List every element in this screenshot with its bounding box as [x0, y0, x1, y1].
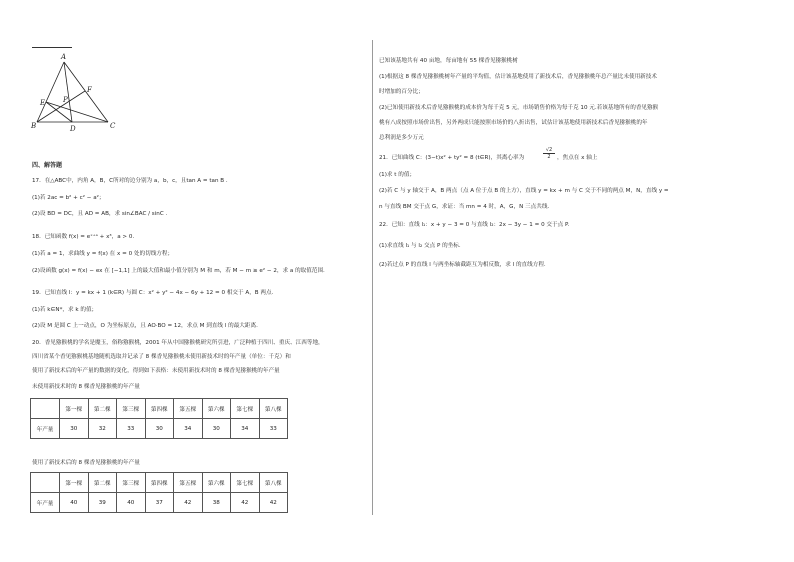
table-header-cell: 第二棵 [88, 473, 117, 493]
table-header-cell: 第二棵 [88, 399, 117, 419]
label-b: B [31, 122, 37, 130]
table-cell: 33 [117, 419, 146, 439]
q17-line-2: (1)若 2ac = b² + c² − a²； [32, 195, 105, 201]
q22-line-3: (2)若过点 P 的直线 l 与两坐标轴截距互为相反数，求 l 的直线方程. [379, 262, 546, 268]
table-row [31, 473, 288, 493]
table-row [31, 419, 288, 439]
q18-line-1: 18．已知函数 f(x) = eˣ⁺ᵃ + x³，a > 0. [32, 234, 135, 240]
q20-line-3: 使用了新技术后的年产量的数据的变化，得到如下表格：未使用新技术时的 8 棵香见猕猴桃的年产量 [32, 368, 280, 374]
q19-line-2: (1)若 k∈N*，求 k 的值； [32, 307, 98, 313]
table-cell: 30 [202, 419, 231, 439]
q20-line-2: 四川省某个香见猕猴桃基地随机选取并记录了 8 棵香见猕猴桃未使用新技术时的年产量（单位：千克）和 [32, 354, 291, 360]
q17-line-3: (2)设 BD = DC，且 AD = AB，求 sin∠BAC / sinC . [32, 211, 168, 217]
q21-line-4: n 与直线 BM 交于点 G，求证：当 mn = 4 时，A，G，N 三点共线. [379, 204, 550, 210]
table-cell: 34 [174, 419, 203, 439]
q21-line-1: 21．已知曲线 C：(3−t)x² + ty² = 8 (t∈R)，其离心率为 [379, 155, 525, 161]
q20-cont-line-2: (1)根据这 8 棵香见猕猴桃树年产量的平均值，估计该基地使用了新技术后，香见猕猴桃年总产量比未使用新技术 [379, 74, 657, 80]
q22-line-1: 22．已知：直线 l₁：x + y − 3 = 0 与直线 l₂：2x − 3y − 1 = 0 交于点 P. [379, 222, 570, 228]
label-p: P [63, 96, 68, 104]
fraction-numerator: √2 [543, 147, 555, 154]
label-c: C [110, 122, 116, 130]
segment-ce [46, 102, 108, 122]
table-header-cell: 第六棵 [202, 473, 231, 493]
table1-title: 未使用新技术时的 8 棵香见猕猴桃的年产量 [32, 384, 140, 390]
q20-cont-line-1: 已知该基地共有 40 亩地，每亩地有 55 棵香见猕猴桃树 [379, 58, 518, 64]
table-header-cell: 第一棵 [60, 473, 89, 493]
table-header-cell: 第三棵 [117, 399, 146, 419]
label-a: A [61, 53, 67, 61]
label-d: D [70, 125, 76, 133]
q18-line-2: (1)若 a = 1，求曲线 y = f(x) 在 x = 0 处的切线方程； [32, 251, 174, 257]
table-header-cell: 第四棵 [145, 399, 174, 419]
table-cell: 30 [145, 419, 174, 439]
row-label: 年产量 [31, 493, 60, 513]
q21-line-3: (2)若 C 与 y 轴交于 A，B 两点（点 A 位于点 B 的上方），直线 y = kx + m 与 C 交于不同的两点 M，N，直线 y = [379, 188, 669, 194]
table-header-cell: 第六棵 [202, 399, 231, 419]
table-header-cell: 第五棵 [174, 399, 203, 419]
table-cell: 39 [88, 493, 117, 513]
table-cell: 40 [60, 493, 89, 513]
table-cell: 32 [88, 419, 117, 439]
q22-line-2: (1)求直线 l₁ 与 l₂ 交点 P 的坐标. [379, 243, 461, 249]
table-header-cell: 第七棵 [231, 399, 260, 419]
table2-title: 使用了新技术后的 8 棵香见猕猴桃的年产量 [32, 460, 140, 466]
q20-cont-line-5: 桃有八成按照市场价出售，另外两成只能按照市场价的八折出售，试估计该基地使用新技术后香见猕猴桃的年 [379, 120, 648, 126]
table-cell: 40 [117, 493, 146, 513]
q20-line-1: 20．香见猕猴桃的学名是魔玉，俗称猕猴桃，2001 年从中国猕猴桃研究所引进，广泛种植于四川、重庆、江西等地， [32, 340, 324, 346]
fraction-denominator: 2 [547, 154, 551, 160]
table-header-cell: 第三棵 [117, 473, 146, 493]
table-cell: 33 [259, 419, 288, 439]
q17-line-1: 17．在△ABC中，内角 A，B，C所对的边分别为 a，b，c，且tan A = tan B . [32, 178, 228, 184]
table-cell: 42 [174, 493, 203, 513]
q21-fraction [543, 147, 555, 160]
q20-cont-line-4: (2)已知使用新技术后香见猕猴桃的成本价为每千克 5 元，市场销售价格为每千克 10 元.若该基地所有的香见猕猴 [379, 105, 659, 111]
table-cell: 38 [202, 493, 231, 513]
q19-line-1: 19．已知直线 l：y = kx + 1 (k∈R) 与圆 C：x² + y² − 4x − 6y + 12 = 0 相交于 A，B 两点. [32, 290, 274, 296]
yield-table-before [30, 398, 288, 439]
segment-ed [46, 102, 72, 122]
table-header-cell [31, 399, 60, 419]
yield-table-after [30, 472, 288, 513]
table-cell: 42 [231, 493, 260, 513]
table-row [31, 399, 288, 419]
table-header-cell: 第五棵 [174, 473, 203, 493]
q19-line-3: (2)设 M 是圆 C 上一动点，O 为坐标原点，且 AO·BO = 12，求点 M 到直线 l 的最大距离. [32, 323, 258, 329]
table-header-cell: 第四棵 [145, 473, 174, 493]
table-cell: 42 [259, 493, 288, 513]
table-row [31, 493, 288, 513]
table-cell: 37 [145, 493, 174, 513]
column-divider [372, 40, 373, 515]
q18-line-3: (2)设函数 g(x) = f(x) − ex 在 [−1,1] 上的最大值和最小值分别为 M 和 m，若 M − m ≥ e² − 2，求 a 的取值范围. [32, 268, 325, 274]
section-title: 四、解答题 [32, 162, 63, 169]
table-header-cell: 第七棵 [231, 473, 260, 493]
label-f: F [87, 86, 92, 94]
label-e: E [40, 99, 46, 107]
table-header-cell: 第八棵 [259, 399, 288, 419]
row-label: 年产量 [31, 419, 60, 439]
table-header-cell [31, 473, 60, 493]
q21-line-2: (1)求 t 的值； [379, 172, 416, 178]
q21-line-1-tail: ，焦点在 x 轴上 [557, 155, 598, 161]
table-header-cell: 第一棵 [60, 399, 89, 419]
table-cell: 34 [231, 419, 260, 439]
table-cell: 30 [60, 419, 89, 439]
q20-cont-line-3: 时增加的百分比； [379, 89, 424, 95]
q20-cont-line-6: 总利润是多少万元 [379, 135, 424, 141]
table-header-cell: 第八棵 [259, 473, 288, 493]
